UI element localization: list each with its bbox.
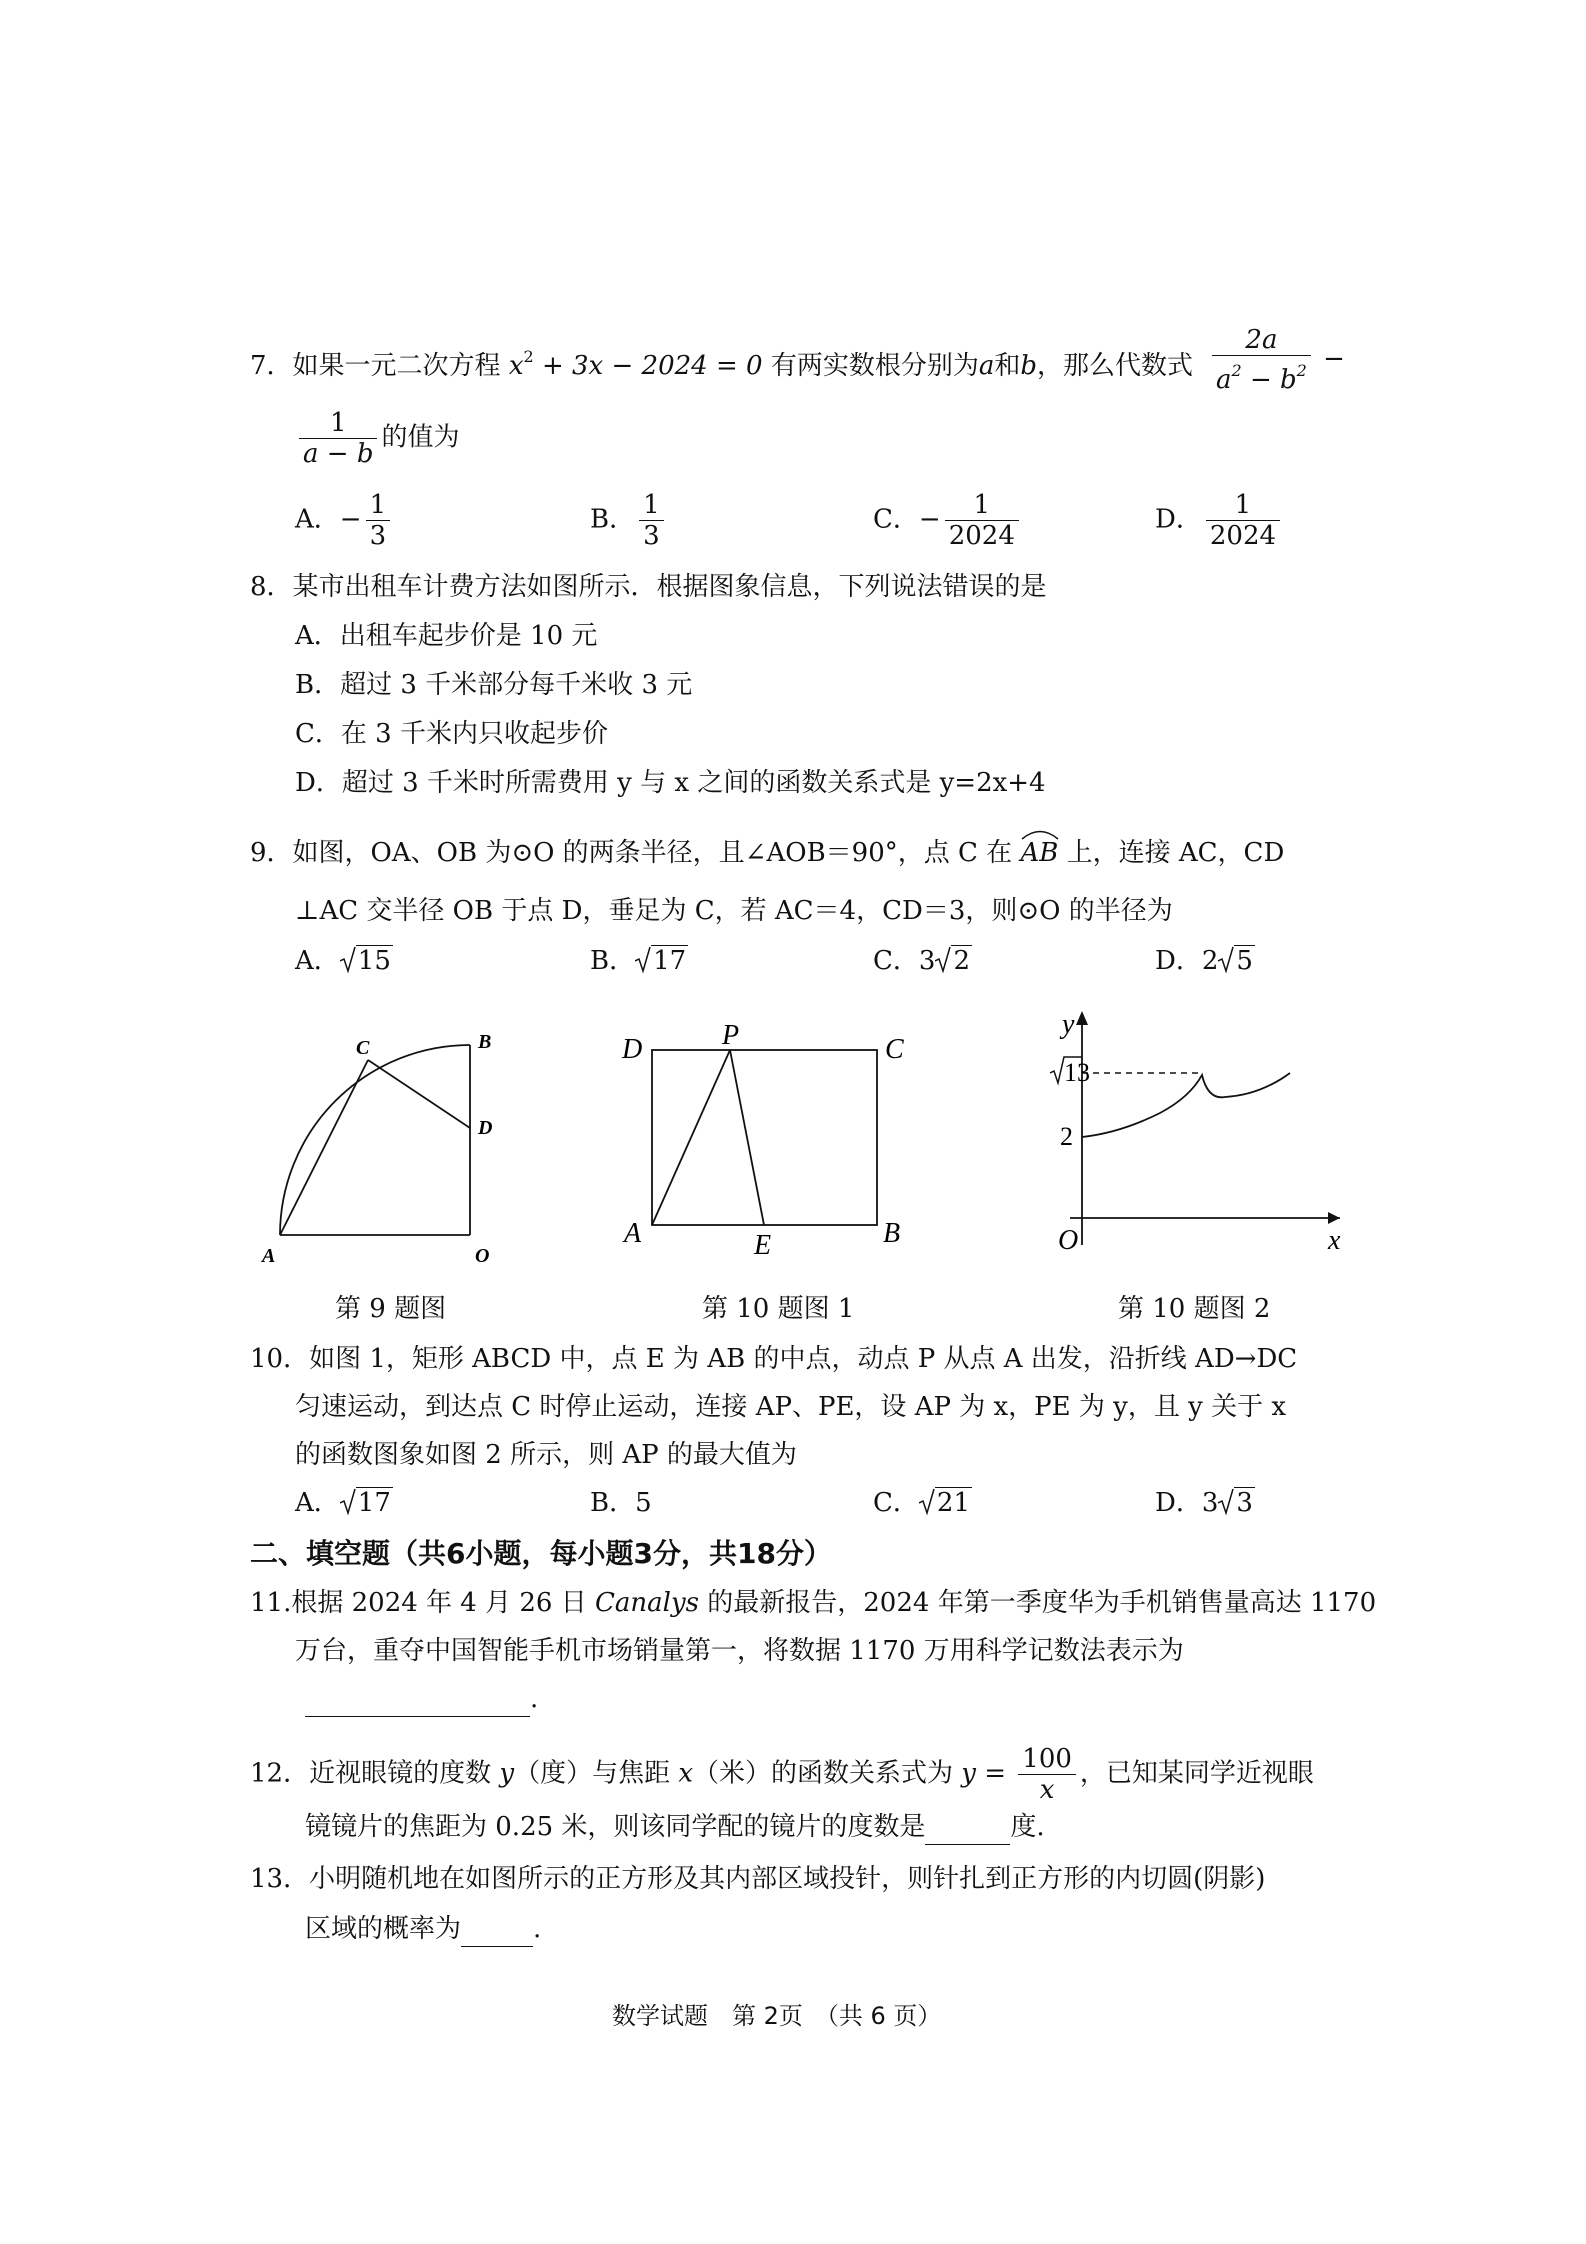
sqrt-sign-icon: 15 <box>340 944 393 978</box>
q12-answer-blank[interactable] <box>925 1810 1010 1845</box>
figure-10-1 <box>610 1010 930 1260</box>
fig10-label-p: P <box>722 1020 740 1051</box>
q11-line1: 11.根据 2024 年 4 月 26 日 Canalys 的最新报告，2024 年第一季度华为手机销售量高达 1170 <box>250 1588 1377 1618</box>
sqrt-sign-icon: 2 <box>935 944 972 978</box>
q11-line3: . <box>305 1682 538 1717</box>
q7-line1: 7．如果一元二次方程 $x^2 + 3x - 2024 = 0$ 有两实数根分别为a和b，那么代数式 <box>250 347 1194 381</box>
fig10-2-curve <box>1082 1073 1290 1137</box>
sqrt-sign-icon: 3 <box>1218 1486 1255 1520</box>
q8-option-a: A．出租车起步价是 10 元 <box>295 621 598 651</box>
q13-answer-blank[interactable] <box>461 1912 533 1947</box>
fig10-2-label-y: y <box>1062 1009 1075 1040</box>
q12-line1: 12．近视眼镜的度数 y（度）与焦距 x（米）的函数关系式为 y = $\frac{100}{x}$ ，已知某同学近视眼 <box>250 1744 1314 1805</box>
q8-stem: 8．某市出租车计费方法如图所示．根据图象信息，下列说法错误的是 <box>250 572 1047 602</box>
fig10-label-e: E <box>754 1230 772 1260</box>
q12-line2: 镜镜片的焦距为 0.25 米，则该同学配的镜片的度数是 度. <box>305 1810 1045 1845</box>
q9-line1: 9．如图，OA、OB 为⊙O 的两条半径，且∠AOB＝90°，点 C 在 AB 上，连接 AC，CD <box>250 836 1284 870</box>
q10-line2: 匀速运动，到达点 C 时停止运动，连接 AP、PE，设 AP 为 x，PE 为 y，且 y 关于 x <box>295 1392 1286 1422</box>
section-2-title: 二、填空题（共6小题，每小题3分，共18分） <box>250 1537 832 1570</box>
q7-option-c[interactable]: C．− $\frac{1}{2024}$ <box>873 490 1023 551</box>
arc-ab: AB <box>1020 836 1058 870</box>
q13-line1: 13．小明随机地在如图所示的正方形及其内部区域投针，则针扎到正方形的内切圆(阴影) <box>250 1864 1266 1894</box>
figure-10-2 <box>1050 1005 1350 1265</box>
fig9-label-o: O <box>475 1245 490 1267</box>
fig9-cd <box>368 1060 470 1128</box>
sqrt-sign-icon: 21 <box>919 1486 972 1520</box>
sqrt-coefficient: 3 <box>1201 1488 1219 1518</box>
fig9-ac <box>280 1060 368 1235</box>
q11-line2: 万台，重夺中国智能手机市场销量第一，将数据 1170 万用科学记数法表示为 <box>295 1636 1184 1666</box>
sqrt-sign-icon: 5 <box>1218 944 1255 978</box>
sqrt-sign-icon: 17 <box>340 1486 393 1520</box>
q8-option-c: C．在 3 千米内只收起步价 <box>295 719 608 749</box>
fig10-ap <box>652 1050 730 1225</box>
q8-option-b: B．超过 3 千米部分每千米收 3 元 <box>295 670 693 700</box>
fig10-label-c: C <box>885 1034 904 1065</box>
fig9-label-d: D <box>478 1117 493 1139</box>
fig9-arc <box>280 1045 470 1235</box>
fig10-2-label-2: 2 <box>1060 1122 1073 1151</box>
fig10-label-b: B <box>883 1218 901 1249</box>
caption-fig10-2: 第 10 题图 2 <box>1118 1294 1271 1324</box>
q7-option-b[interactable]: B． $\frac{1}{3}$ <box>590 490 668 551</box>
q9-option-b[interactable]: B． 17 <box>590 946 687 976</box>
sqrt-coefficient: 3 <box>918 946 936 976</box>
sqrt-sign-icon: 17 <box>635 944 688 978</box>
fig10-2-label-sqrt13: 13 <box>1064 1058 1090 1087</box>
q13-line2: 区域的概率为 . <box>305 1912 541 1947</box>
fig10-label-d: D <box>622 1034 643 1065</box>
page-footer: 数学试题 第 2页 （共 6 页） <box>612 2002 942 2030</box>
sqrt-coefficient: 2 <box>1201 946 1219 976</box>
q9-option-d[interactable]: D．2 5 <box>1155 946 1253 976</box>
q7-fraction-2a: $\frac{2a}{a^2 - b^2}$ − <box>1208 325 1345 395</box>
q10-option-a[interactable]: A． 17 <box>295 1488 391 1518</box>
x-axis-arrow-icon <box>1328 1212 1340 1224</box>
q7-option-d[interactable]: D． $\frac{1}{2024}$ <box>1155 490 1284 551</box>
arc-mark-icon <box>1020 828 1060 840</box>
q7-option-a[interactable]: A．− $\frac{1}{3}$ <box>295 490 394 551</box>
y-axis-arrow-icon <box>1076 1011 1088 1025</box>
q11-answer-blank[interactable] <box>305 1682 530 1717</box>
fig10-label-a: A <box>624 1218 642 1249</box>
fig9-label-a: A <box>262 1245 276 1267</box>
q10-line1: 10．如图 1，矩形 ABCD 中，点 E 为 AB 的中点，动点 P 从点 A 出发，沿折线 AD→DC <box>250 1344 1298 1374</box>
q9-line2: ⊥AC 交半径 OB 于点 D，垂足为 C，若 AC＝4，CD＝3，则⊙O 的半径为 <box>295 896 1173 926</box>
caption-fig10-1: 第 10 题图 1 <box>702 1294 855 1324</box>
q8-option-d: D．超过 3 千米时所需费用 y 与 x 之间的函数关系式是 y=2x+4 <box>295 768 1046 798</box>
figure-9 <box>250 1020 510 1270</box>
q9-option-c[interactable]: C．3 2 <box>873 946 970 976</box>
q10-line3: 的函数图象如图 2 所示，则 AP 的最大值为 <box>295 1440 797 1470</box>
q10-option-c[interactable]: C． 21 <box>873 1488 970 1518</box>
fig10-2-label-o: O <box>1058 1225 1079 1256</box>
fig10-rect-abcd <box>652 1050 877 1225</box>
q9-option-a[interactable]: A． 15 <box>295 946 391 976</box>
q10-option-b[interactable]: B．5 <box>590 1488 652 1518</box>
q10-option-d[interactable]: D．3 3 <box>1155 1488 1253 1518</box>
fig9-label-c: C <box>356 1037 370 1059</box>
caption-fig9: 第 9 题图 <box>335 1294 447 1324</box>
fig9-label-b: B <box>478 1031 492 1053</box>
q7-line2: $\frac{1}{a - b}$ 的值为 <box>295 408 459 469</box>
fig10-pe <box>730 1050 764 1225</box>
fig10-2-label-x: x <box>1328 1225 1341 1256</box>
